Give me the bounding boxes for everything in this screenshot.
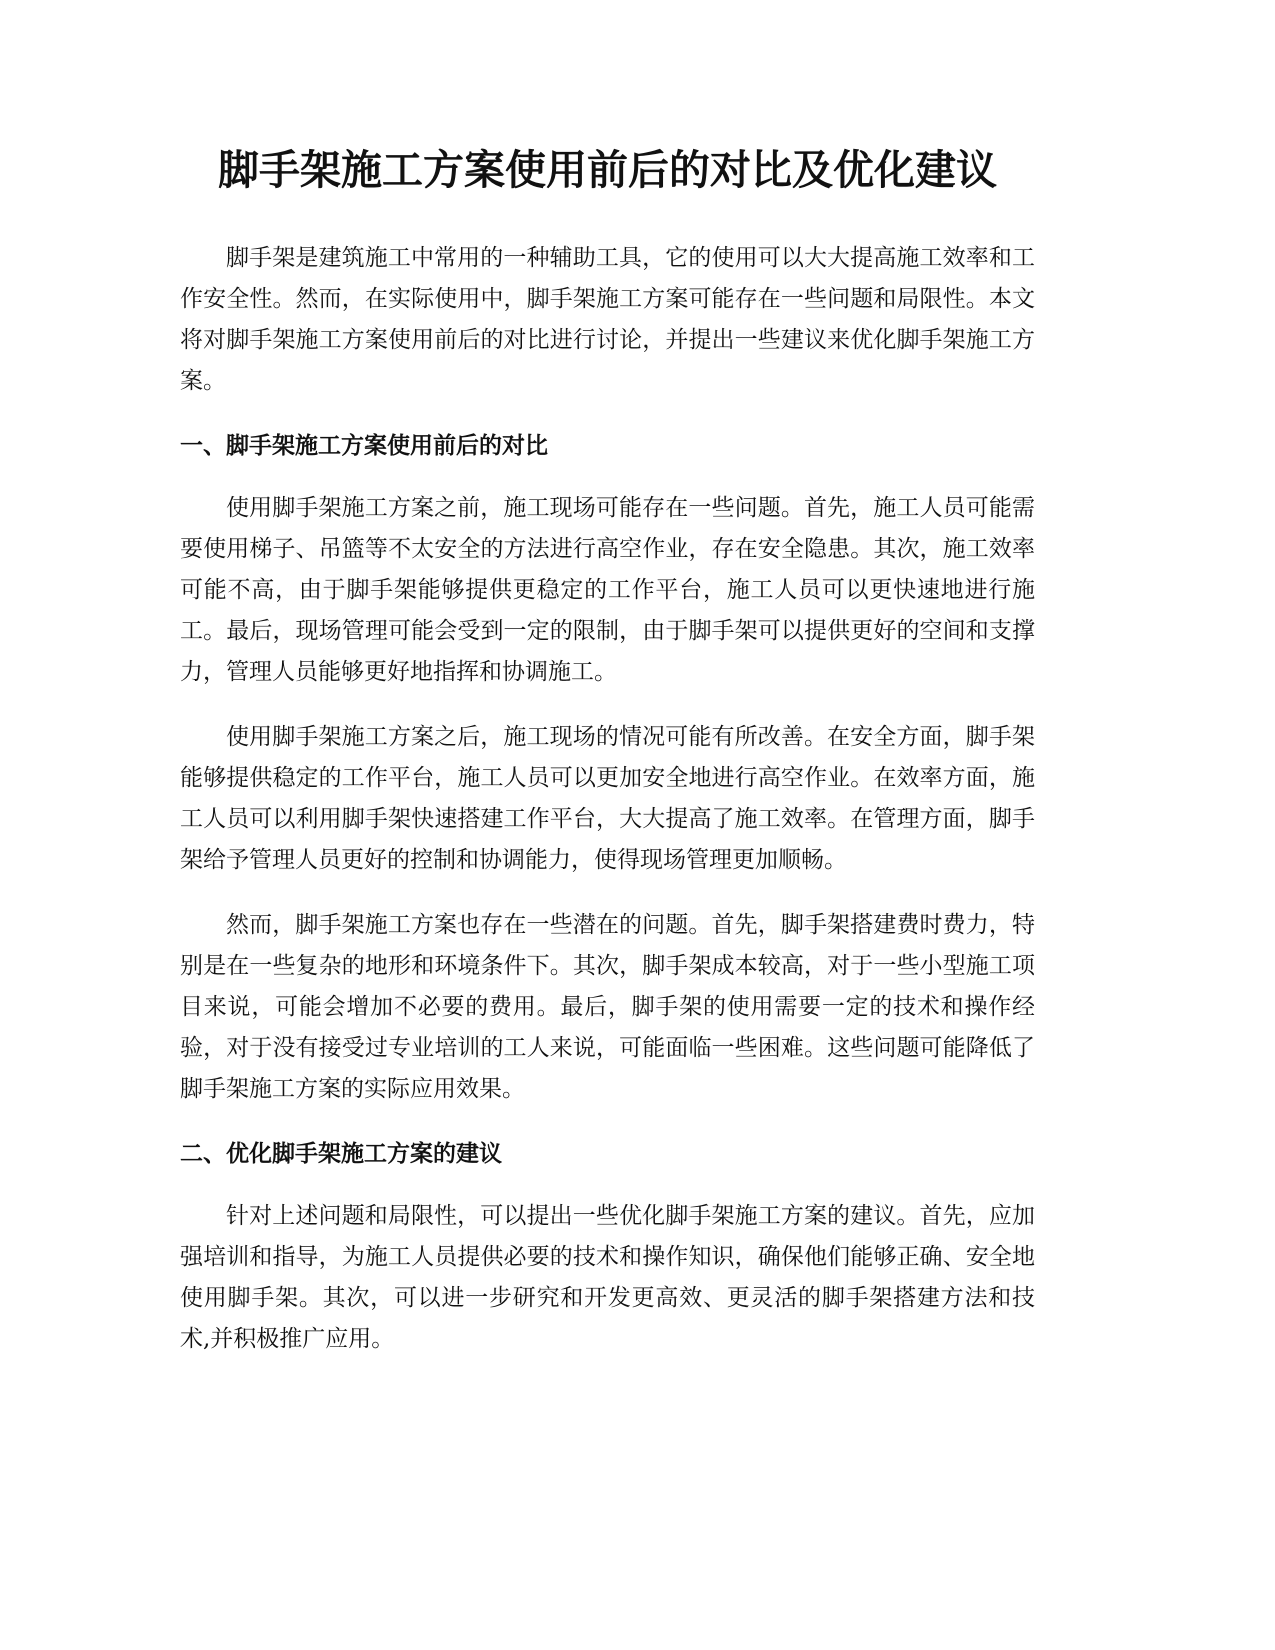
document-page (180, 140, 1035, 1384)
section-heading: 二、优化脚手架施工方案的建议 (180, 1141, 502, 1167)
body-paragraph: 使用脚手架施工方案之后，施工现场的情况可能有所改善。在安全方面，脚手架能够提供稳定的工作平台，施工人员可以更加安全地进行高空作业。在效率方面，施工人员可以利用脚手架快速搭建工作平台，大大提高了施工效率。在管理方面，脚手架给予管理人员更好的控制和协调能力，使得现场管理更加顺畅。 (180, 724, 1035, 873)
document-title: 脚手架施工方案使用前后的对比及优化建议 (218, 146, 997, 194)
section-suggestions (180, 1134, 1035, 1360)
body-paragraph: 使用脚手架施工方案之前，施工现场可能存在一些问题。首先，施工人员可能需要使用梯子、吊篮等不太安全的方法进行高空作业，存在安全隐患。其次，施工效率可能不高，由于脚手架能够提供更稳定的工作平台，施工人员可以更快速地进行施工。最后，现场管理可能会受到一定的限制，由于脚手架可以提供更好的空间和支撑力，管理人员能够更好地指挥和协调施工。 (180, 495, 1035, 685)
section-heading: 一、脚手架施工方案使用前后的对比 (180, 433, 548, 459)
section-comparison (180, 426, 1035, 1110)
body-paragraph: 然而，脚手架施工方案也存在一些潜在的问题。首先，脚手架搭建费时费力，特别是在一些复杂的地形和环境条件下。其次，脚手架成本较高，对于一些小型施工项目来说，可能会增加不必要的费用。最后，脚手架的使用需要一定的技术和操作经验，对于没有接受过专业培训的工人来说，可能面临一些困难。这些问题可能降低了脚手架施工方案的实际应用效果。 (180, 912, 1035, 1102)
intro-paragraph: 脚手架是建筑施工中常用的一种辅助工具，它的使用可以大大提高施工效率和工作安全性。然而，在实际使用中，脚手架施工方案可能存在一些问题和局限性。本文将对脚手架施工方案使用前后的对比进行讨论，并提出一些建议来优化脚手架施工方案。 (180, 245, 1035, 394)
body-paragraph: 针对上述问题和局限性，可以提出一些优化脚手架施工方案的建议。首先，应加强培训和指导，为施工人员提供必要的技术和操作知识，确保他们能够正确、安全地使用脚手架。其次，可以进一步研究和开发更高效、更灵活的脚手架搭建方法和技术,并积极推广应用。 (180, 1203, 1035, 1352)
